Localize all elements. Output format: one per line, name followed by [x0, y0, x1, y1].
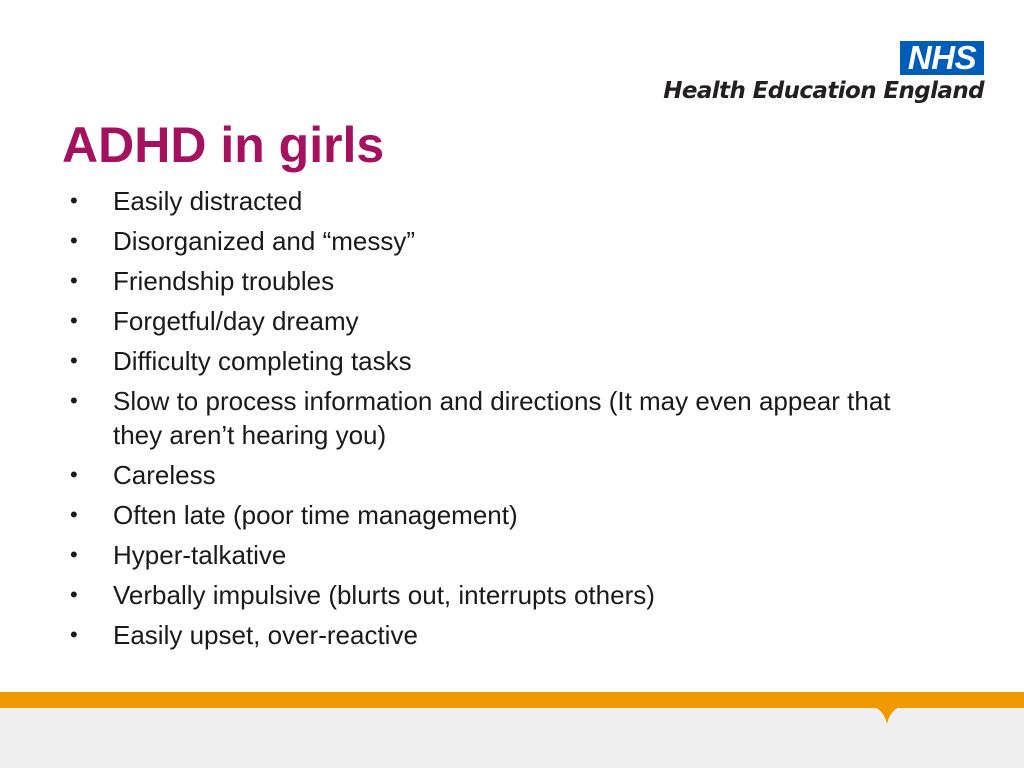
bullet-text: Slow to process information and directions (It may even appear that they aren’t hearing you): [113, 386, 891, 450]
bullet-icon: •: [70, 268, 78, 293]
bullet-text: Careless: [113, 460, 216, 490]
bullet-icon: •: [70, 622, 78, 647]
bullet-icon: •: [70, 388, 78, 413]
nhs-hee-logo: [624, 40, 984, 110]
bullet-text: Disorganized and “messy”: [113, 226, 416, 256]
bullet-icon: •: [70, 308, 78, 333]
bullet-item: [70, 224, 930, 258]
bullet-text: Friendship troubles: [113, 266, 335, 296]
bullet-icon: •: [70, 348, 78, 373]
bullet-list: [70, 184, 930, 658]
bullet-text: Often late (poor time management): [113, 500, 518, 530]
organisation-name: Health Education England: [663, 78, 984, 104]
footer-grey-band: [0, 708, 1024, 768]
bullet-text: Easily upset, over-reactive: [113, 620, 418, 650]
bullet-item: [70, 304, 930, 338]
bullet-text: Verbally impulsive (blurts out, interrupts others): [113, 580, 655, 610]
bullet-icon: •: [70, 502, 78, 527]
bullet-icon: •: [70, 462, 78, 487]
bullet-icon: •: [70, 228, 78, 253]
footer-notch-decoration: [872, 706, 902, 724]
bullet-item: [70, 618, 930, 652]
bullet-item: [70, 538, 930, 572]
bullet-item: [70, 458, 930, 492]
bullet-text: Difficulty completing tasks: [113, 346, 412, 376]
slide-title: ADHD in girls: [62, 117, 385, 173]
bullet-text: Hyper-talkative: [113, 540, 287, 570]
bullet-item: [70, 498, 930, 532]
bullet-item: [70, 578, 930, 612]
footer-orange-band: [0, 692, 1024, 708]
bullet-item: [70, 344, 930, 378]
bullet-item: [70, 384, 930, 452]
bullet-text: Forgetful/day dreamy: [113, 306, 359, 336]
bullet-icon: •: [70, 542, 78, 567]
bullet-item: [70, 184, 930, 218]
bullet-text: Easily distracted: [113, 186, 303, 216]
bullet-icon: •: [70, 188, 78, 213]
bullet-item: [70, 264, 930, 298]
bullet-icon: •: [70, 582, 78, 607]
nhs-logo: NHS: [900, 41, 984, 75]
